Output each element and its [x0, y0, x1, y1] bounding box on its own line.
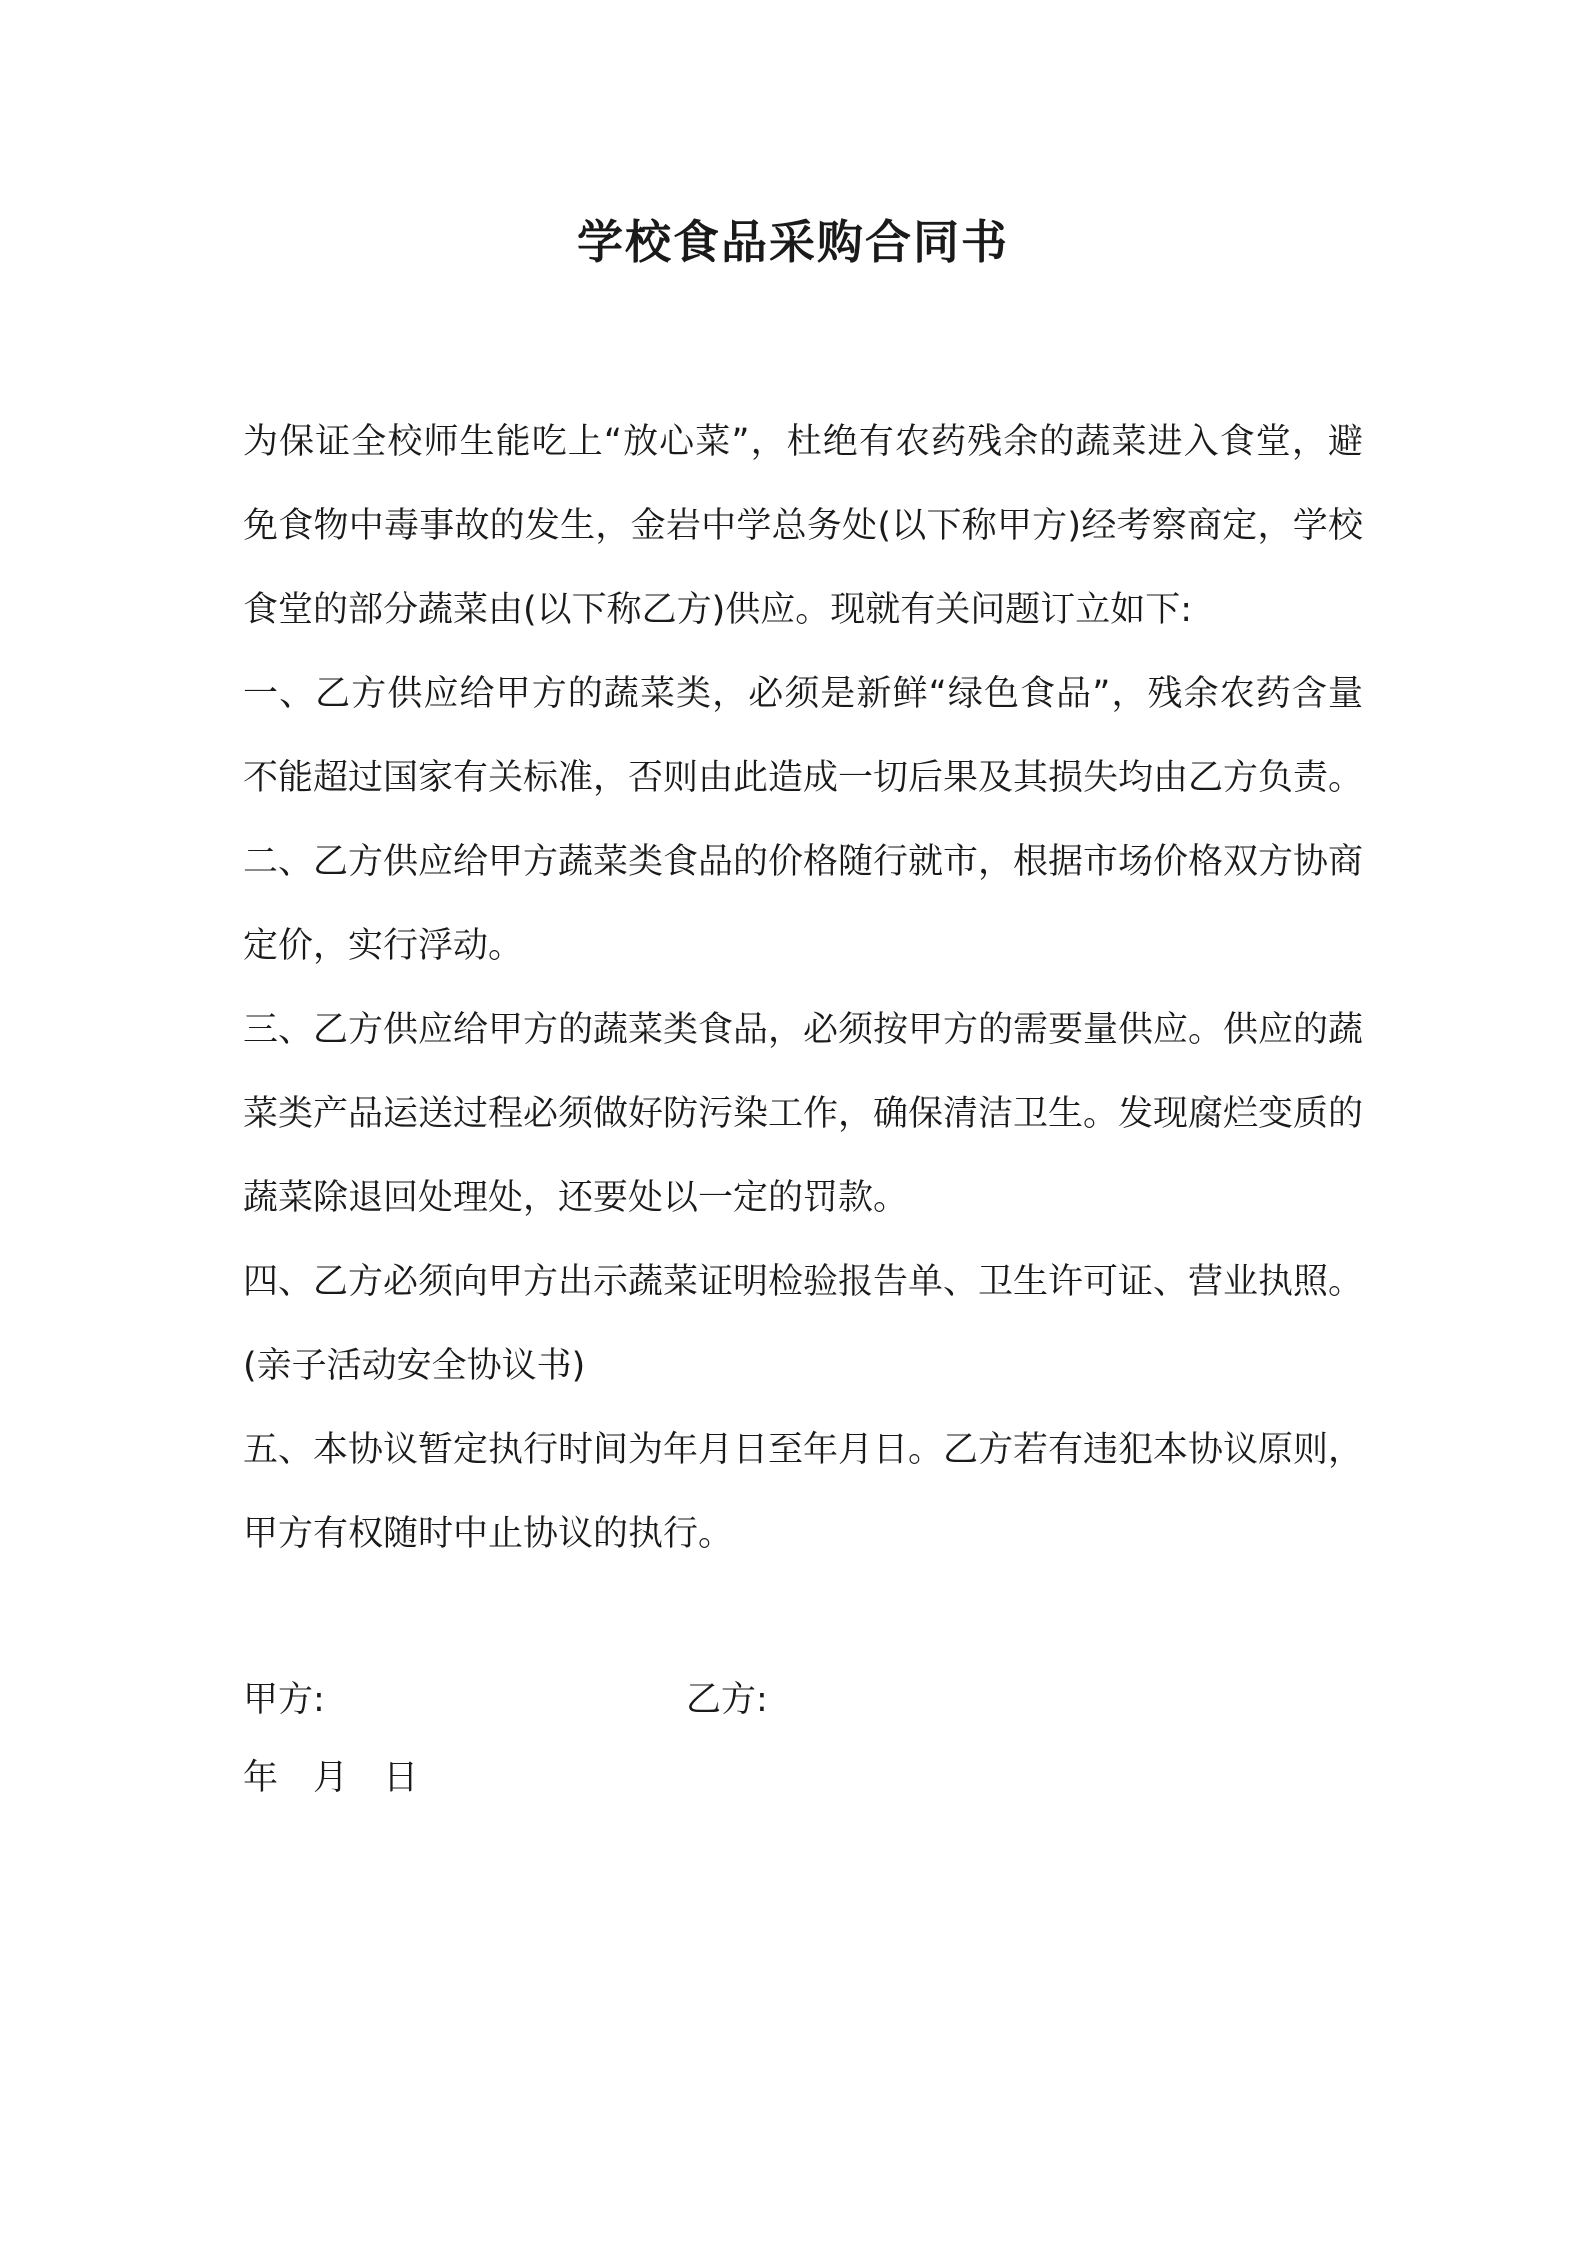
party-b-label: 乙方:: [686, 1680, 768, 1720]
party-a-label: 甲方:: [243, 1680, 325, 1720]
clause-3: 三、乙方供应给甲方的蔬菜类食品，必须按甲方的需要量供应。供应的蔬菜类产品运送过程必须做好防污染工作，确保清洁卫生。发现腐烂变质的蔬菜除退回处理处，还要处以一定的罚款。: [243, 1010, 1364, 1218]
intro-paragraph: 为保证全校师生能吃上“放心菜”，杜绝有农药残余的蔬菜进入食堂，避免食物中毒事故的发生，金岩中学总务处(以下称甲方)经考察商定，学校食堂的部分蔬菜由(以下称乙方)供应。现就有关问题订立如下:: [243, 422, 1363, 630]
signature-row: [243, 1658, 1343, 1742]
document-body: [243, 400, 1363, 1576]
document-title: 学校食品采购合同书: [577, 215, 1009, 269]
clause-2: 二、乙方供应给甲方蔬菜类食品的价格随行就市，根据市场价格双方协商定价，实行浮动。: [243, 842, 1364, 966]
clause-1: 一、乙方供应给甲方的蔬菜类，必须是新鲜“绿色食品”，残余农药含量不能超过国家有关标准，否则由此造成一切后果及其损失均由乙方负责。: [243, 674, 1364, 798]
date-line: 年 月 日: [243, 1758, 431, 1798]
clause-5: 五、本协议暂定执行时间为年月日至年月日。乙方若有违犯本协议原则，甲方有权随时中止协议的执行。: [243, 1430, 1364, 1554]
clause-4: 四、乙方必须向甲方出示蔬菜证明检验报告单、卫生许可证、营业执照。(亲子活动安全协议书): [243, 1262, 1364, 1386]
